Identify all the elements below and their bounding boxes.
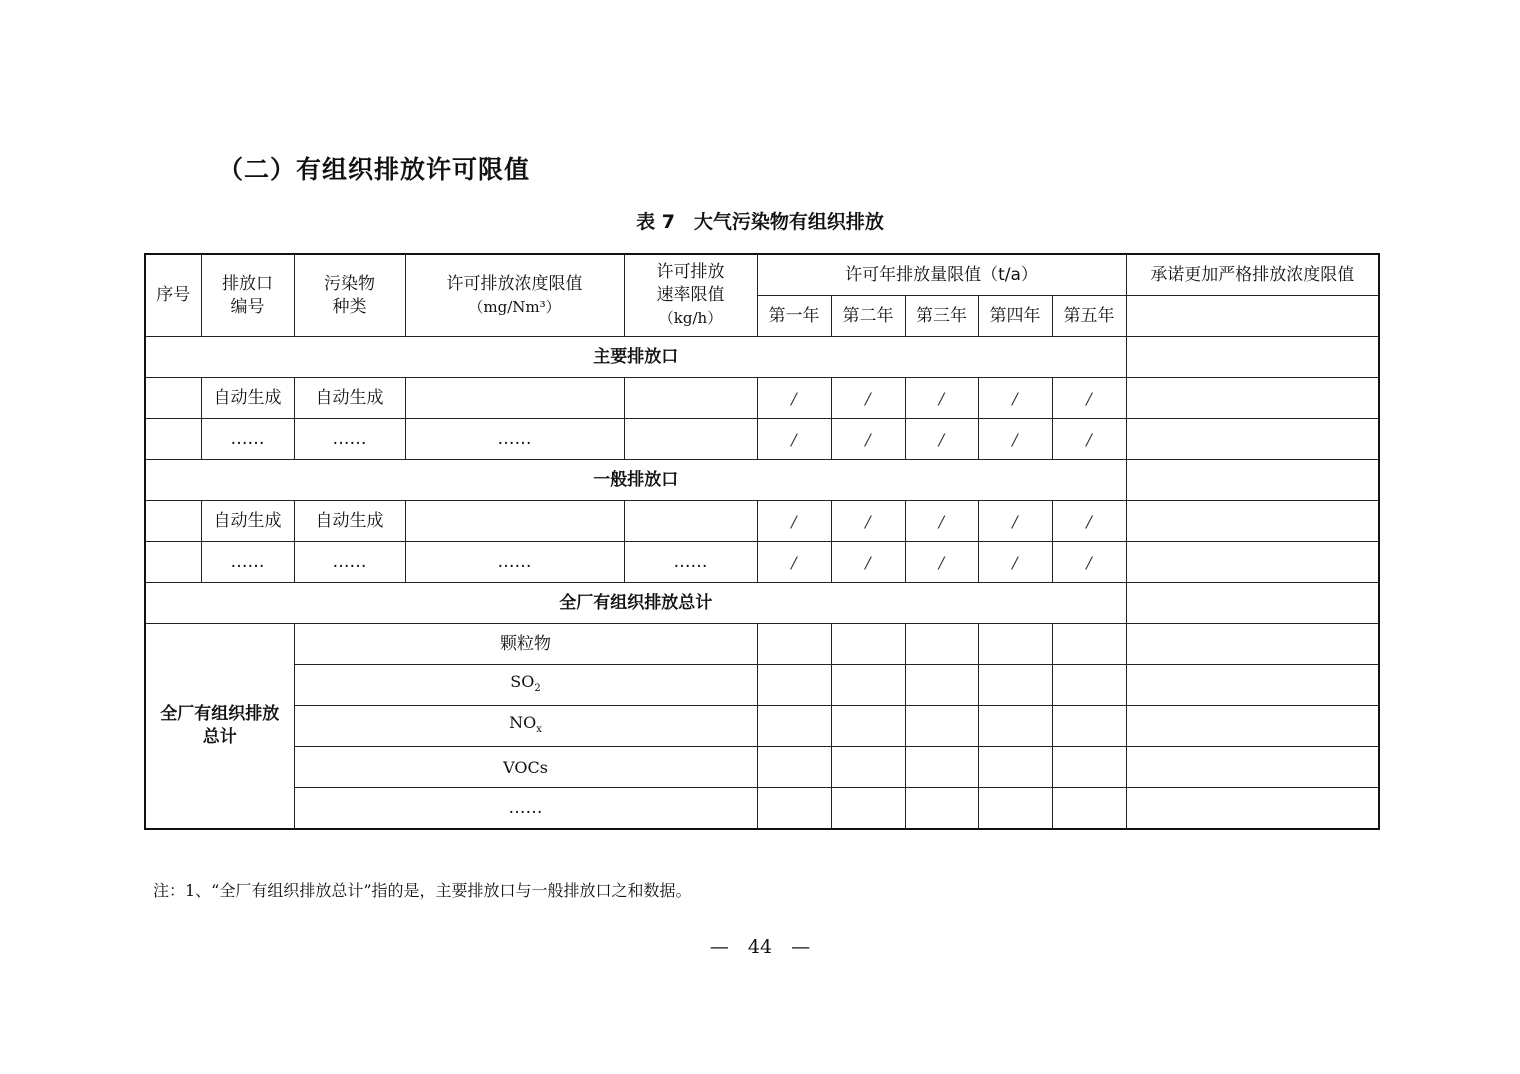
table-cell [145, 542, 201, 583]
slash-cell: / [1052, 378, 1126, 419]
table-cell [831, 665, 905, 706]
table-cell [1052, 747, 1126, 788]
table-cell [978, 788, 1052, 830]
slash-cell: / [1052, 542, 1126, 583]
table-cell [978, 624, 1052, 665]
table-cell [1052, 706, 1126, 747]
table-cell [624, 378, 757, 419]
total-pollutant-more: …… [294, 788, 757, 830]
so2-subscript: 2 [534, 683, 541, 695]
header-rate-limit-line1: 许可排放 [656, 262, 725, 282]
total-pollutant-so2 [294, 665, 757, 706]
slash-cell: / [978, 419, 1052, 460]
total-row [145, 665, 1379, 706]
header-rate-limit-line3: （kg/h） [658, 309, 723, 327]
table-note: 注：1、“全厂有组织排放总计”指的是，主要排放口与一般排放口之和数据。 [153, 881, 692, 900]
ellipsis-cell: …… [624, 542, 757, 583]
section-general-label: 一般排放口 [145, 460, 1126, 501]
slash-cell: / [757, 419, 831, 460]
table-cell [1126, 747, 1379, 788]
table-cell [1126, 501, 1379, 542]
section-row-total [145, 583, 1379, 624]
table-cell [1126, 706, 1379, 747]
table-cell [1126, 665, 1379, 706]
total-row [145, 624, 1379, 665]
slash-cell: / [978, 501, 1052, 542]
table-cell [1052, 665, 1126, 706]
header-pollutant-line1: 污染物 [324, 273, 375, 294]
pollutant-cell: 自动生成 [294, 501, 405, 542]
section-heading: （二）有组织排放许可限值 [218, 155, 531, 184]
table-cell [757, 665, 831, 706]
slash-cell: / [831, 501, 905, 542]
slash-cell: / [978, 542, 1052, 583]
nox-subscript: x [536, 724, 542, 736]
header-rate-limit [624, 254, 757, 337]
table-row [145, 501, 1379, 542]
table-cell [905, 665, 978, 706]
table-cell [1126, 419, 1379, 460]
table-cell [1126, 788, 1379, 830]
table-cell [624, 419, 757, 460]
table-row [145, 542, 1379, 583]
slash-cell: / [831, 378, 905, 419]
emission-permit-table [144, 253, 1380, 830]
table-cell [905, 706, 978, 747]
total-pollutant-nox [294, 706, 757, 747]
section-row-main [145, 337, 1379, 378]
slash-cell: / [905, 542, 978, 583]
header-seq: 序号 [145, 254, 201, 337]
header-outlet-no-line2: 编号 [230, 296, 265, 317]
header-year-1: 第一年 [757, 296, 831, 337]
section-total-label: 全厂有组织排放总计 [145, 583, 1126, 624]
header-year-5: 第五年 [1052, 296, 1126, 337]
header-rate-limit-line2: 速率限值 [656, 285, 725, 305]
table-cell [1052, 788, 1126, 830]
header-pollutant-line2: 种类 [332, 296, 367, 317]
table-cell [757, 624, 831, 665]
header-row-1 [145, 254, 1379, 296]
slash-cell: / [757, 542, 831, 583]
header-outlet-no-line1: 排放口 [222, 273, 273, 294]
ellipsis-cell: …… [294, 542, 405, 583]
table-cell [145, 419, 201, 460]
total-row [145, 706, 1379, 747]
table-cell [145, 501, 201, 542]
outlet-no-cell: 自动生成 [201, 501, 294, 542]
slash-cell: / [757, 501, 831, 542]
nox-text: NO [509, 712, 537, 732]
section-main-label: 主要排放口 [145, 337, 1126, 378]
slash-cell: / [978, 378, 1052, 419]
so2-text: SO [510, 671, 535, 691]
table-cell [831, 747, 905, 788]
total-label-line2: 总计 [202, 727, 237, 747]
slash-cell: / [905, 501, 978, 542]
header-year-4: 第四年 [978, 296, 1052, 337]
total-label-line1: 全厂有组织排放 [160, 704, 280, 724]
table-cell [145, 378, 201, 419]
slash-cell: / [831, 542, 905, 583]
slash-cell: / [831, 419, 905, 460]
ellipsis-cell: …… [294, 419, 405, 460]
pollutant-cell: 自动生成 [294, 378, 405, 419]
header-pollutant [294, 254, 405, 337]
slash-cell: / [905, 419, 978, 460]
table-cell [978, 665, 1052, 706]
table-cell [624, 501, 757, 542]
ellipsis-cell: …… [405, 419, 624, 460]
header-outlet-no [201, 254, 294, 337]
table-cell [1126, 337, 1379, 378]
header-annual-limit: 许可年排放量限值（t/a） [757, 254, 1126, 296]
table-cell [757, 747, 831, 788]
total-pollutant-pm: 颗粒物 [294, 624, 757, 665]
table-cell [1126, 624, 1379, 665]
table-cell [405, 378, 624, 419]
table-cell [1052, 624, 1126, 665]
total-row [145, 747, 1379, 788]
table-cell [757, 788, 831, 830]
slash-cell: / [1052, 501, 1126, 542]
table-cell [978, 706, 1052, 747]
table-cell [1126, 378, 1379, 419]
header-stricter: 承诺更加严格排放浓度限值 [1126, 254, 1379, 296]
table-cell [1126, 542, 1379, 583]
table-cell [405, 501, 624, 542]
total-block-label [145, 624, 294, 830]
slash-cell: / [905, 378, 978, 419]
table-cell [905, 788, 978, 830]
header-conc-limit-line2: （mg/Nm³） [468, 297, 561, 316]
table-cell [831, 624, 905, 665]
table-cell [831, 788, 905, 830]
total-pollutant-vocs: VOCs [294, 747, 757, 788]
slash-cell: / [1052, 419, 1126, 460]
table-row [145, 419, 1379, 460]
table-cell [905, 747, 978, 788]
header-year-3: 第三年 [905, 296, 978, 337]
header-conc-limit-line1: 许可排放浓度限值 [446, 273, 583, 294]
table-cell [978, 747, 1052, 788]
header-year-2: 第二年 [831, 296, 905, 337]
section-row-general [145, 460, 1379, 501]
header-stricter-blank [1126, 296, 1379, 337]
total-row [145, 788, 1379, 830]
table-cell [1126, 460, 1379, 501]
table-cell [905, 624, 978, 665]
table-cell [757, 706, 831, 747]
header-conc-limit [405, 254, 624, 337]
ellipsis-cell: …… [201, 542, 294, 583]
ellipsis-cell: …… [405, 542, 624, 583]
page-number: — 44 — [709, 936, 811, 958]
table-row [145, 378, 1379, 419]
slash-cell: / [757, 378, 831, 419]
table-caption: 表 7 大气污染物有组织排放 [636, 211, 884, 233]
outlet-no-cell: 自动生成 [201, 378, 294, 419]
table-cell [831, 706, 905, 747]
table-cell [1126, 583, 1379, 624]
ellipsis-cell: …… [201, 419, 294, 460]
